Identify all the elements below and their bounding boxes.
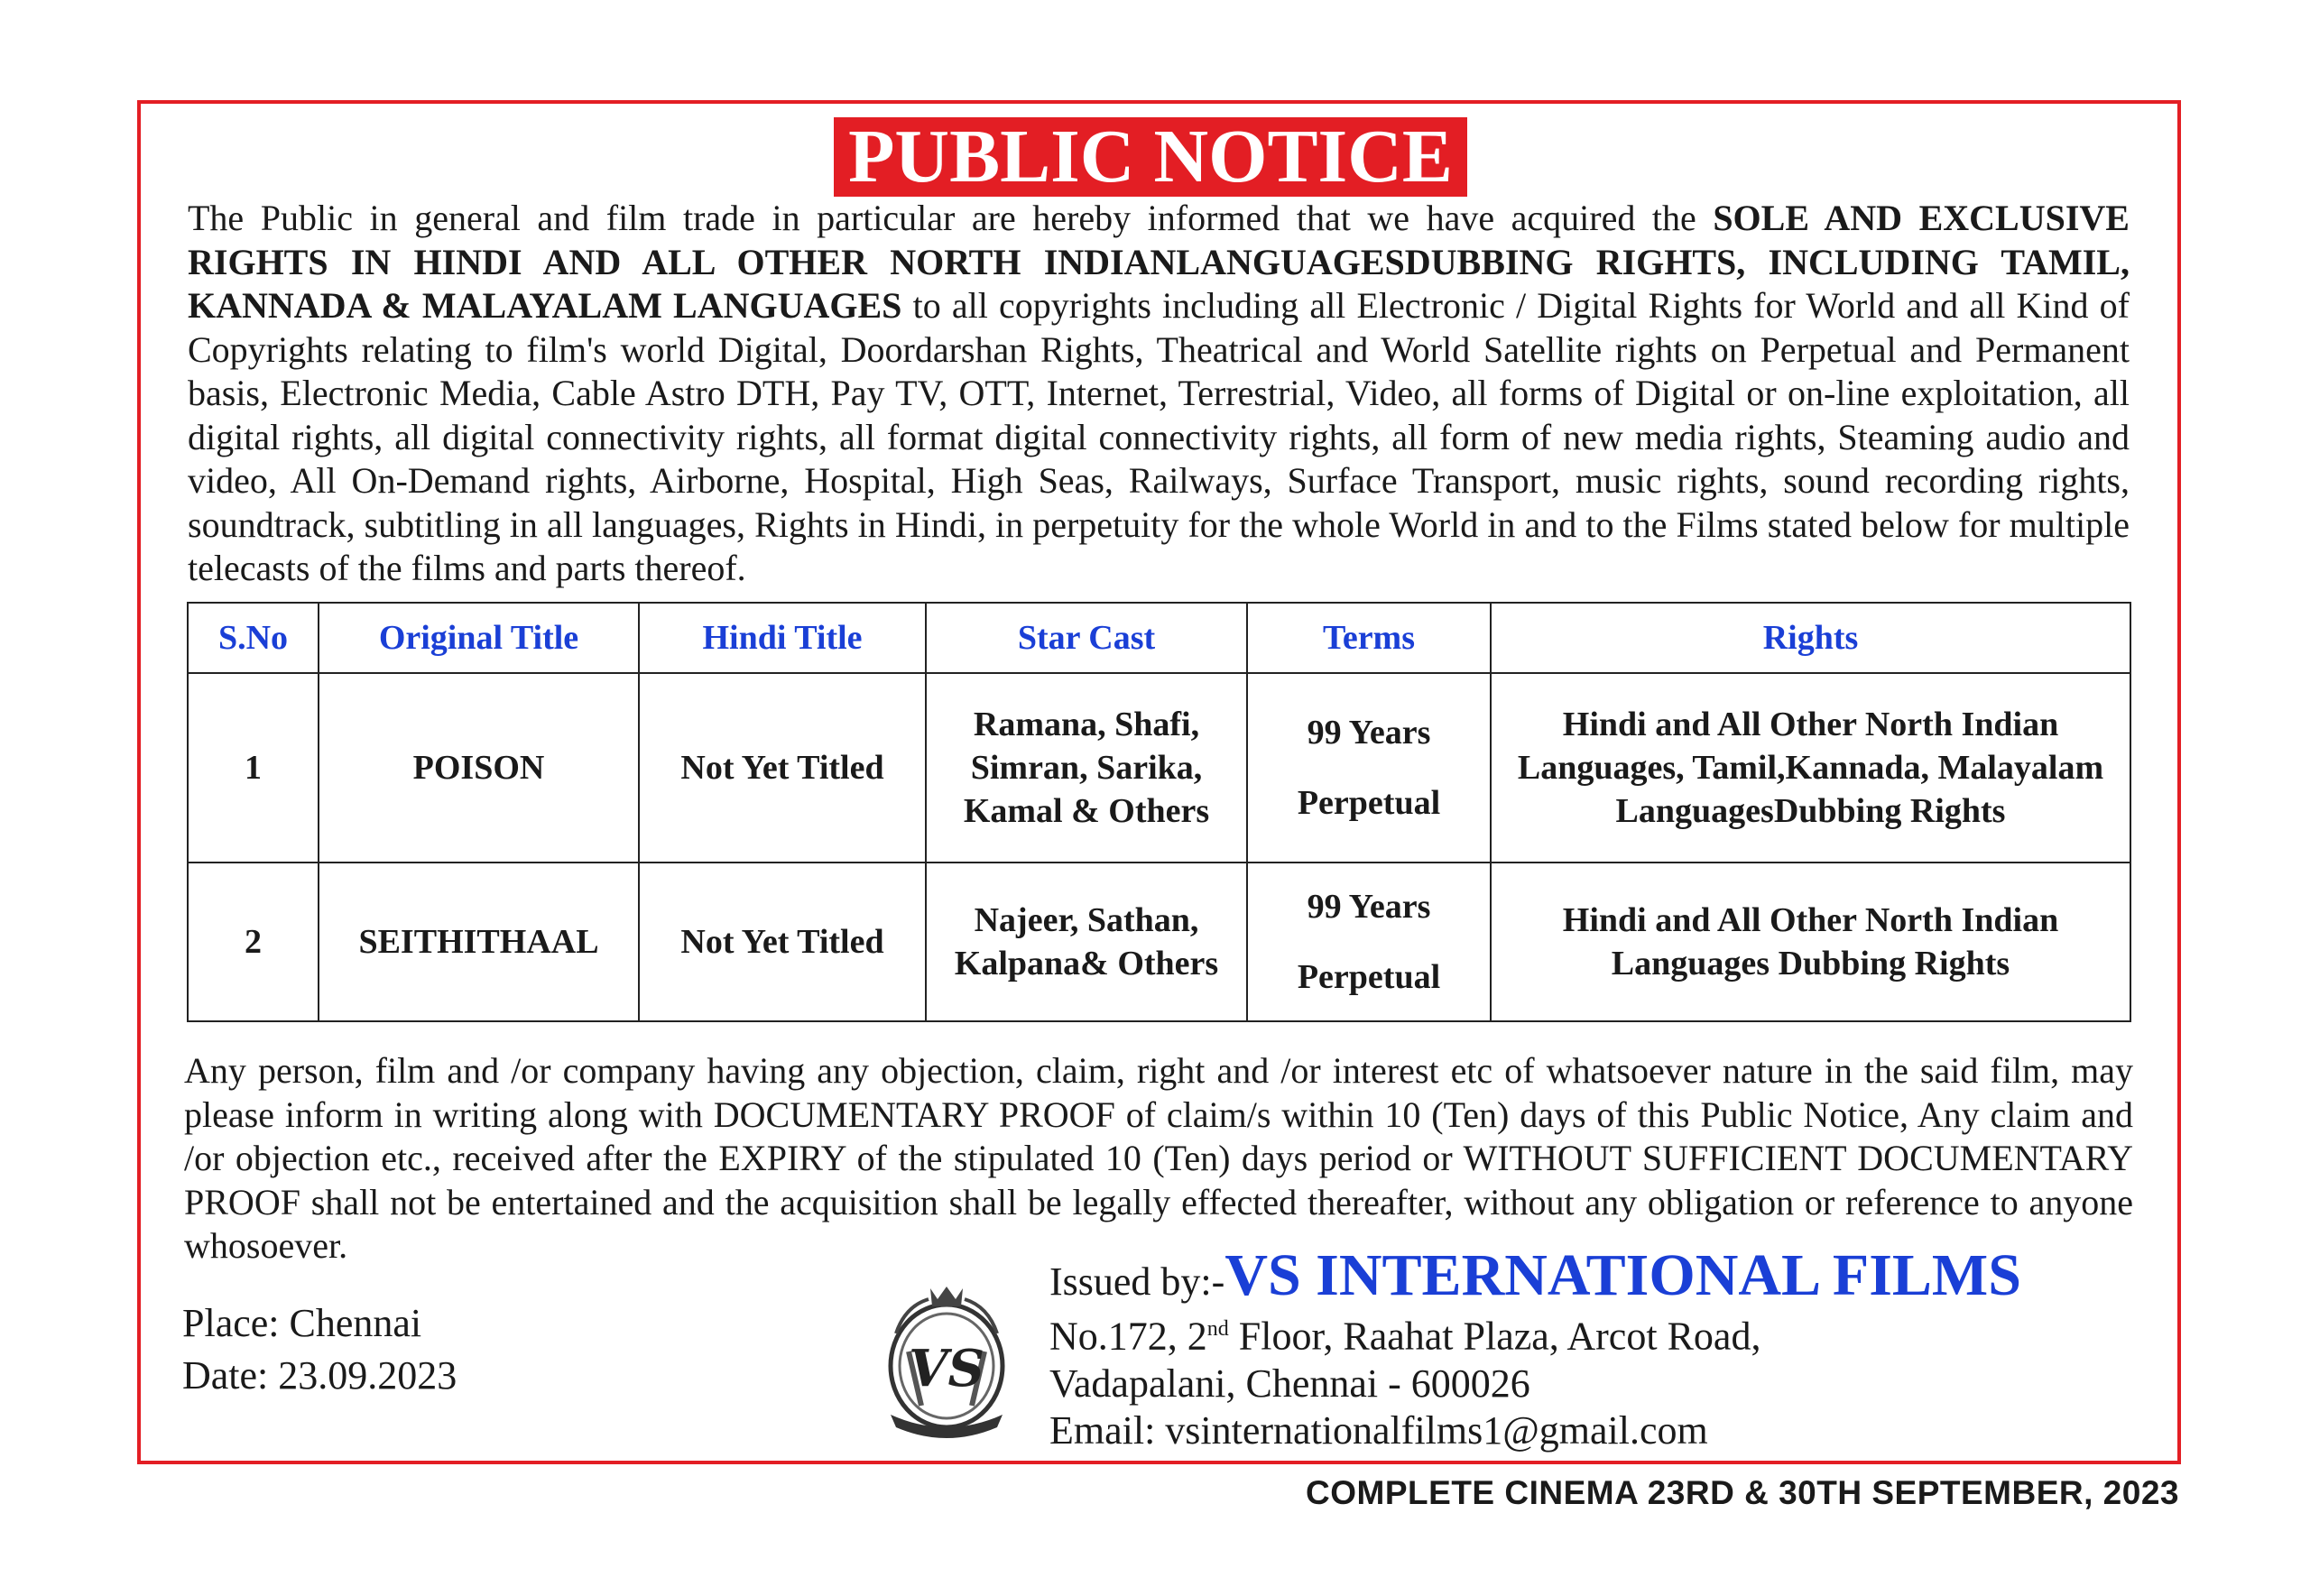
issuer-block [1049,1242,2021,1454]
objection-paragraph: Any person, film and /or company having any objection, claim, right and /or interest etc of whatsoever nature in the said film, may please inform in writing along with DOCUMENTARY PROOF of claim/s within 10 (Ten) days of this Public Notice, Any claim and /or objection etc., received after the EXPIRY of the stipulated 10 (Ten) days period or WITHOUT SUFFICIENT DOCUMENTARY PROOF shall not be entertained and the acquisition shall be legally effected thereafter, without any obligation or reference to anyone whosoever. [184,1050,2133,1266]
intro-text-1: The Public in general and film trade in particular are hereby informed that we have acquired the [188,198,1714,238]
cell-terms [1247,673,1491,863]
cell-hindi-title: Not Yet Titled [639,863,926,1021]
place-date-block [182,1297,457,1402]
vs-films-logo-icon [878,1279,1015,1440]
address-line-1 [1049,1305,2021,1361]
intro-text-2: to all copyrights including all Electronic / Digital Rights for World and all Kind of Copyrights relating to film's world Digital, Doordarshan Rights, Theatrical and World Satellite rights on Perpetual and Permanent basis, Electronic Media, Cable Astro DTH, Pay TV, OTT, Internet, Terrestrial, Video, all forms of Digital or on-line exploitation, all digital rights, all digital connectivity rights, all format digital connectivity rights, all form of new media rights, Steaming audio and video, All On-Demand rights, Airborne, Hospital, High Seas, Railways, Surface Transport, music rights, sound recording rights, soundtrack, subtitling in all languages, Rights in Hindi, in perpetuity for the whole World in and to the Films stated below for multiple telecasts of the films and parts thereof. [188,285,2130,588]
header-original-title: Original Title [319,603,639,673]
cell-rights: Hindi and All Other North Indian Languages, Tamil,Kannada, Malayalam LanguagesDubbing Rights [1491,673,2130,863]
place: Place: Chennai [182,1301,422,1345]
address-number: No.172, 2 [1049,1314,1207,1359]
table-row [188,863,2130,1021]
cell-sno: 2 [188,863,319,1021]
address-street: Floor, Raahat Plaza, Arcot Road, [1228,1314,1761,1359]
term-type: Perpetual [1297,958,1441,996]
header-star-cast: Star Cast [926,603,1247,673]
films-table [187,602,2131,1022]
header-hindi-title: Hindi Title [639,603,926,673]
table-header-row [188,603,2130,673]
title-wrap [0,117,2301,197]
issuer-line [1049,1242,2021,1308]
address-line-2: Vadapalani, Chennai - 600026 [1049,1361,1530,1406]
cell-sno: 1 [188,673,319,863]
publication-footer: COMPLETE CINEMA 23RD & 30TH SEPTEMBER, 2023 [1306,1474,2179,1511]
term-type: Perpetual [1297,784,1441,822]
date: Date: 23.09.2023 [182,1353,457,1398]
company-name: VS INTERNATIONAL FILMS [1224,1242,2021,1308]
issued-by-label: Issued by:- [1049,1259,1225,1304]
header-sno: S.No [188,603,319,673]
header-rights: Rights [1491,603,2130,673]
cell-hindi-title: Not Yet Titled [639,673,926,863]
cell-star-cast: Najeer, Sathan, Kalpana& Others [926,863,1247,1021]
cell-star-cast: Ramana, Shafi, Simran, Sarika, Kamal & Others [926,673,1247,863]
intro-paragraph [188,197,2130,591]
cell-rights: Hindi and All Other North Indian Languages Dubbing Rights [1491,863,2130,1021]
table-row [188,673,2130,863]
cell-original-title: POISON [319,673,639,863]
term-years: 99 Years [1307,714,1431,752]
header-terms: Terms [1247,603,1491,673]
issuer-email: Email: vsinternationalfilms1@gmail.com [1049,1407,1708,1453]
cell-original-title: SEITHITHAAL [319,863,639,1021]
cell-terms [1247,863,1491,1021]
notice-title: PUBLIC NOTICE [834,117,1467,197]
logo-monogram: VS [909,1339,984,1398]
term-years: 99 Years [1307,888,1431,926]
address-ordinal: nd [1206,1317,1229,1341]
intro-bold-rights: SOLE AND EXCLUSIVE RIGHTS IN HINDI AND ALL OTHER NORTH INDIANLANGUAGESDUBBING RIGHTS, INCLUDING TAMIL, KANNADA & MALAYALAM LANGUAGES [188,198,2130,326]
